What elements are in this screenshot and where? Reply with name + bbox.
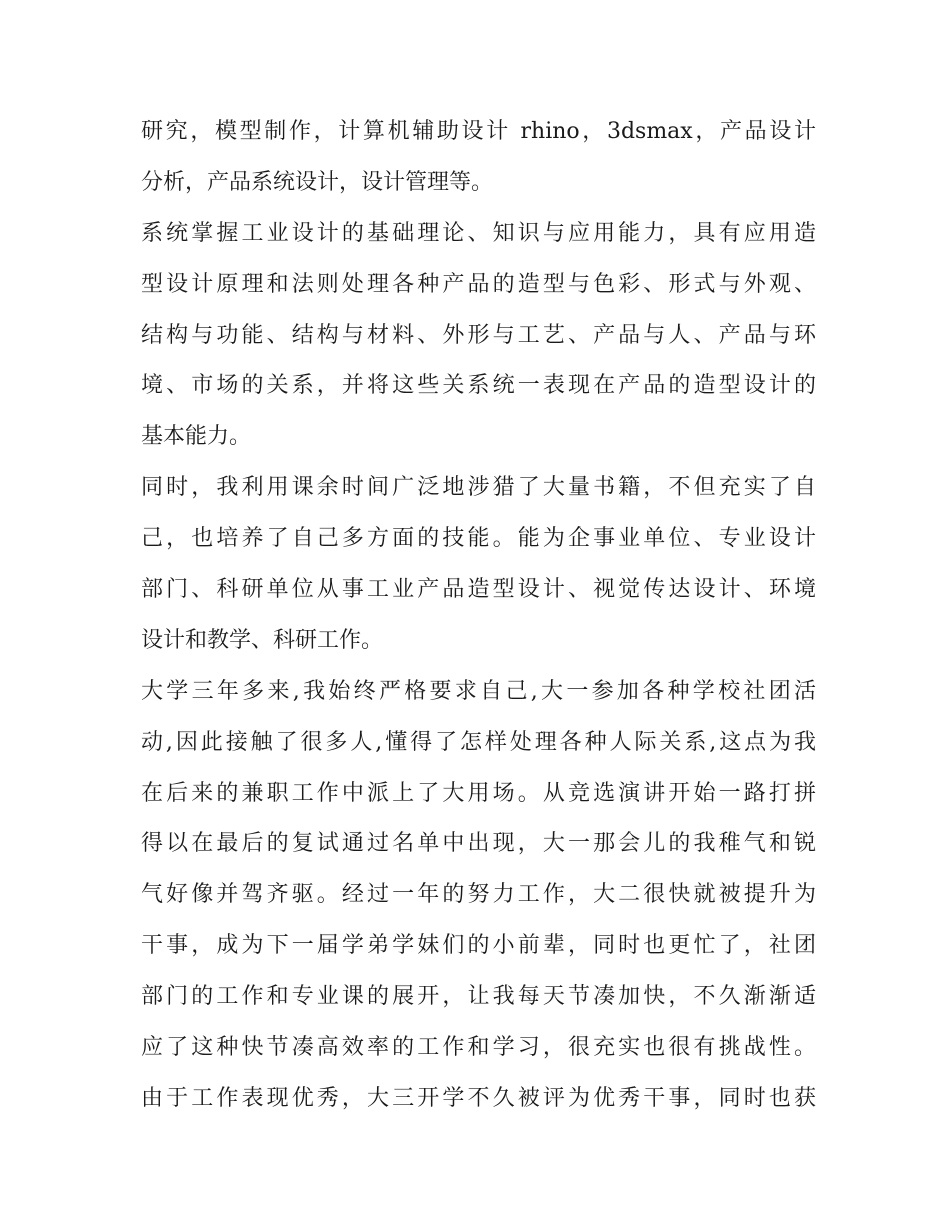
- text-line: 应了这种快节凑高效率的工作和学习，很充实也很有挑战性。: [141, 1035, 816, 1061]
- text-line: 境、市场的关系，并将这些关系统一表现在产品的造型设计的: [141, 373, 816, 399]
- text-line: 大学三年多来,我始终严格要求自己,大一参加各种学校社团活: [141, 678, 816, 704]
- text-line: 干事，成为下一届学弟学妹们的小前辈，同时也更忙了，社团: [141, 933, 816, 959]
- text-line: 部门的工作和专业课的展开，让我每天节凑加快，不久渐渐适: [141, 984, 816, 1010]
- text-line: 同时，我利用课余时间广泛地涉猎了大量书籍，不但充实了自: [141, 475, 816, 501]
- text-line: 由于工作表现优秀，大三开学不久被评为优秀干事，同时也获: [141, 1085, 816, 1111]
- body-text: [141, 107, 816, 1125]
- text-line: 分析，产品系统设计，设计管理等。: [141, 169, 494, 195]
- text-line: 系统掌握工业设计的基础理论、知识与应用能力，具有应用造: [141, 220, 816, 246]
- text-line: 研究，模型制作，计算机辅助设计 rhino，3dsmax，产品设计: [141, 119, 816, 144]
- text-line: 结构与功能、结构与材料、外形与工艺、产品与人、产品与环: [141, 322, 816, 348]
- text-line: 基本能力。: [141, 424, 252, 450]
- text-line: 己，也培养了自己多方面的技能。能为企事业单位、专业设计: [141, 526, 816, 552]
- text-line: 型设计原理和法则处理各种产品的造型与色彩、形式与外观、: [141, 271, 816, 297]
- text-line: 在后来的兼职工作中派上了大用场。从竞选演讲开始一路打拼: [141, 780, 816, 806]
- text-line: 得以在最后的复试通过名单中出现，大一那会儿的我稚气和锐: [141, 831, 816, 857]
- text-line: 设计和教学、科研工作。: [141, 627, 384, 653]
- text-line: 气好像并驾齐驱。经过一年的努力工作，大二很快就被提升为: [141, 882, 816, 908]
- text-line: 部门、科研单位从事工业产品造型设计、视觉传达设计、环境: [141, 577, 816, 603]
- text-line: 动,因此接触了很多人,懂得了怎样处理各种人际关系,这点为我: [141, 729, 816, 755]
